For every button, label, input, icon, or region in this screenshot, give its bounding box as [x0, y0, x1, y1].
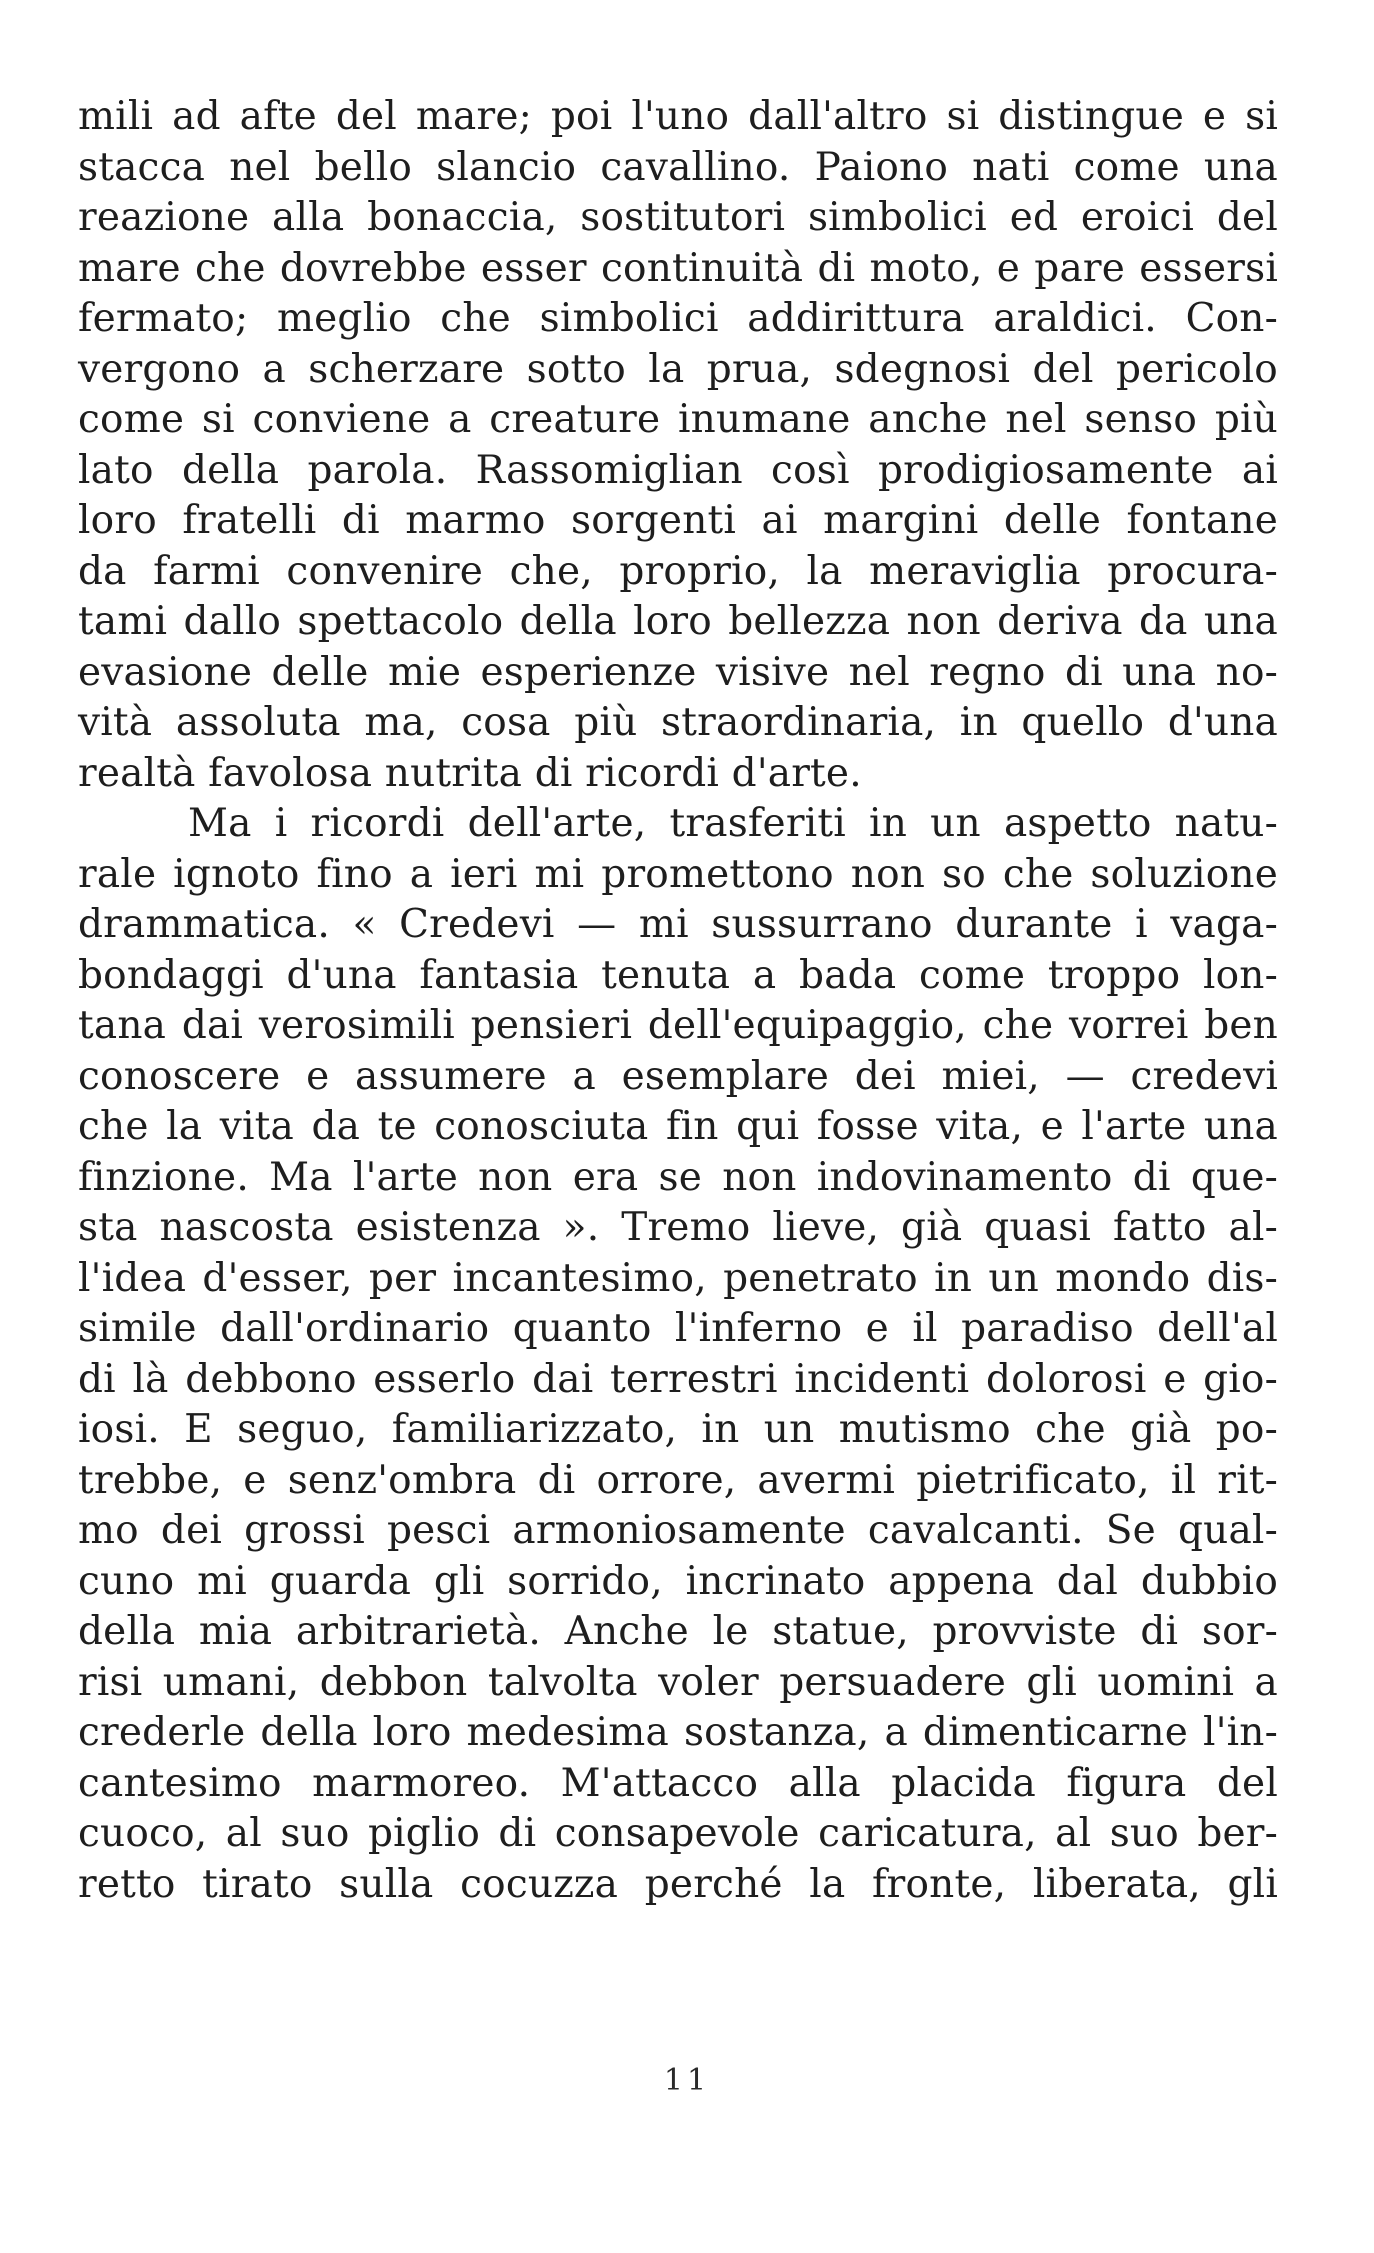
- text-line: cuno mi guarda gli sorrido, incrinato appena dal dubbio: [78, 1558, 1278, 1604]
- text-line: stacca nel bello slancio cavallino. Paiono nati come una: [78, 144, 1278, 190]
- page-number: 11: [663, 2063, 711, 2098]
- text-line: iosi. E seguo, familiarizzato, in un mutismo che già po-: [78, 1407, 1278, 1452]
- text-line: che la vita da te conosciuta fin qui fosse vita, e l'arte una: [78, 1104, 1278, 1149]
- text-line: tana dai verosimili pensieri dell'equipaggio, che vorrei ben: [78, 1003, 1278, 1048]
- text-line: reazione alla bonaccia, sostitutori simbolici ed eroici del: [78, 195, 1278, 240]
- text-line: conoscere e assumere a esemplare dei miei, — credevi: [78, 1053, 1278, 1099]
- text-line: fermato; meglio che simbolici addirittura araldici. Con-: [78, 296, 1278, 341]
- text-line: sta nascosta esistenza ». Tremo lieve, già quasi fatto al-: [78, 1205, 1278, 1250]
- text-line: tami dallo spettacolo della loro bellezza non deriva da una: [78, 599, 1278, 644]
- text-line: lato della parola. Rassomiglian così prodigiosamente ai: [78, 447, 1278, 493]
- body-text: [78, 92, 1278, 1910]
- text-line: da farmi convenire che, proprio, la meraviglia procura-: [78, 548, 1278, 594]
- text-line: realtà favolosa nutrita di ricordi d'arte.: [78, 750, 862, 796]
- text-line: bondaggi d'una fantasia tenuta a bada come troppo lon-: [78, 952, 1278, 998]
- text-line: mare che dovrebbe esser continuità di moto, e pare essersi: [78, 245, 1278, 291]
- text-line: cantesimo marmoreo. M'attacco alla placida figura del: [78, 1760, 1278, 1806]
- text-line: evasione delle mie esperienze visive nel regno di una no-: [78, 649, 1278, 695]
- text-line: retto tirato sulla cocuzza perché la fronte, liberata, gli: [78, 1861, 1278, 1907]
- text-line: mo dei grossi pesci armoniosamente cavalcanti. Se qual-: [78, 1508, 1278, 1553]
- text-line: l'idea d'esser, per incantesimo, penetrato in un mondo dis-: [78, 1255, 1278, 1301]
- text-line: risi umani, debbon talvolta voler persuadere gli uomini a: [78, 1659, 1278, 1705]
- text-line: vergono a scherzare sotto la prua, sdegnosi del pericolo: [78, 346, 1278, 392]
- text-line: rale ignoto fino a ieri mi promettono non so che soluzione: [78, 851, 1278, 897]
- text-line: crederle della loro medesima sostanza, a dimenticarne l'in-: [78, 1710, 1278, 1755]
- text-line: vità assoluta ma, cosa più straordinaria, in quello d'una: [78, 700, 1278, 745]
- text-line: finzione. Ma l'arte non era se non indovinamento di que-: [78, 1154, 1278, 1200]
- text-line: drammatica. « Credevi — mi sussurrano durante i vaga-: [78, 902, 1278, 947]
- text-line: loro fratelli di marmo sorgenti ai margini delle fontane: [78, 498, 1278, 543]
- text-line: cuoco, al suo piglio di consapevole caricatura, al suo ber-: [78, 1811, 1278, 1856]
- text-line: di là debbono esserlo dai terrestri incidenti dolorosi e gio-: [78, 1356, 1278, 1402]
- text-line: simile dall'ordinario quanto l'inferno e il paradiso dell'al: [78, 1306, 1278, 1351]
- text-line: mili ad afte del mare; poi l'uno dall'altro si distingue e si: [78, 94, 1278, 139]
- text-line: Ma i ricordi dell'arte, trasferiti in un aspetto natu-: [188, 801, 1278, 846]
- text-line: della mia arbitrarietà. Anche le statue, provviste di sor-: [78, 1609, 1278, 1654]
- text-line: come si conviene a creature inumane anche nel senso più: [78, 397, 1278, 442]
- text-line: trebbe, e senz'ombra di orrore, avermi pietrificato, il rit-: [78, 1457, 1278, 1503]
